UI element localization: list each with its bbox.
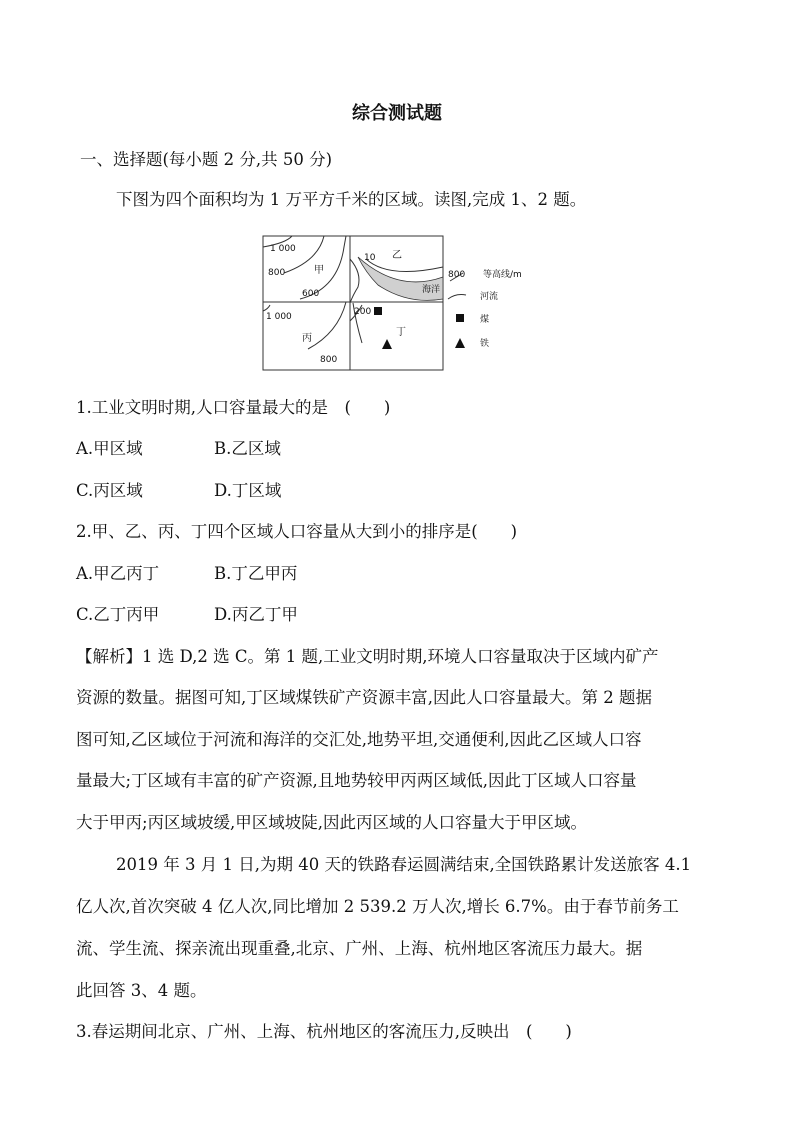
contour-yi-10 — [366, 259, 443, 272]
analysis-line-3: 图可知,乙区域位于河流和海洋的交汇处,地势平坦,交通便利,因此乙区域人口容 — [76, 730, 642, 749]
label-contour-bing-1000: 1 000 — [266, 312, 292, 322]
analysis-line-1: 【解析】1 选 D,2 选 C。第 1 题,工业文明时期,环境人口容量取决于区域内矿产 — [76, 647, 659, 666]
question-1-stem: 1.工业文明时期,人口容量最大的是 ( ) — [76, 398, 391, 417]
label-contour-jia-600: 600 — [302, 289, 320, 299]
label-region-yi: 乙 — [392, 250, 402, 261]
label-ocean: 海洋 — [422, 285, 441, 295]
legend-contour-value: 800 — [448, 270, 466, 280]
region-map — [258, 233, 538, 373]
label-contour-ding-200: 200 — [354, 307, 372, 317]
river-line — [350, 259, 359, 303]
label-region-ding: 丁 — [396, 327, 406, 338]
legend-iron-label: 铁 — [480, 339, 490, 349]
question-1-option-c: C.丙区域 — [76, 481, 143, 500]
section-heading: 一、选择题(每小题 2 分,共 50 分) — [80, 150, 333, 169]
intro-question-3-4-line-1: 2019 年 3 月 1 日,为期 40 天的铁路春运圆满结束,全国铁路累计发送旅客 4.1 — [116, 855, 692, 874]
contour-bing-1000 — [263, 305, 270, 311]
intro-question-3-4-line-3: 流、学生流、探亲流出现重叠,北京、广州、上海、杭州地区客流压力最大。据 — [76, 939, 643, 958]
question-1-option-b: B.乙区域 — [214, 439, 281, 458]
question-3-stem: 3.春运期间北京、广州、上海、杭州地区的客流压力,反映出 ( ) — [76, 1022, 572, 1041]
label-region-bing: 丙 — [302, 333, 312, 344]
page-title: 综合测试题 — [352, 103, 442, 124]
analysis-line-2: 资源的数量。据图可知,丁区域煤铁矿产资源丰富,因此人口容量最大。第 2 题据 — [76, 688, 652, 707]
legend-river-line — [448, 295, 466, 300]
question-1-option-d: D.丁区域 — [214, 481, 282, 500]
question-2-option-c: C.乙丁丙甲 — [76, 605, 160, 624]
iron-symbol — [382, 339, 392, 349]
label-region-jia: 甲 — [314, 265, 324, 276]
intro-question-3-4-line-4: 此回答 3、4 题。 — [76, 981, 207, 1000]
coal-symbol — [374, 307, 382, 315]
label-contour-bing-800: 800 — [320, 355, 338, 365]
label-contour-jia-1000: 1 000 — [270, 244, 296, 254]
analysis-line-4: 量最大;丁区域有丰富的矿产资源,且地势较甲丙两区域低,因此丁区域人口容量 — [76, 771, 637, 790]
legend-river-label: 河流 — [480, 292, 499, 302]
question-2-option-a: A.甲乙丙丁 — [76, 564, 160, 583]
legend-coal-symbol — [456, 314, 464, 322]
contour-bing-800 — [308, 302, 346, 349]
legend-coal-label: 煤 — [480, 315, 490, 325]
question-2-stem: 2.甲、乙、丙、丁四个区域人口容量从大到小的排序是( ) — [76, 522, 518, 541]
intro-question-3-4-line-2: 亿人次,首次突破 4 亿人次,同比增加 2 539.2 万人次,增长 6.7%。由于春节前务工 — [76, 897, 679, 916]
question-2-option-d: D.丙乙丁甲 — [214, 605, 298, 624]
analysis-line-5: 大于甲丙;丙区域坡缓,甲区域坡陡,因此丙区域的人口容量大于甲区域。 — [76, 813, 588, 832]
question-2-option-b: B.丁乙甲丙 — [214, 564, 298, 583]
legend-iron-symbol — [455, 338, 465, 348]
label-contour-jia-800: 800 — [268, 268, 286, 278]
legend-contour-label: 等高线/m — [483, 270, 522, 280]
question-1-option-a: A.甲区域 — [76, 439, 143, 458]
label-contour-yi-10: 10 — [364, 253, 376, 263]
intro-question-1-2: 下图为四个面积均为 1 万平方千米的区域。读图,完成 1、2 题。 — [116, 190, 587, 209]
